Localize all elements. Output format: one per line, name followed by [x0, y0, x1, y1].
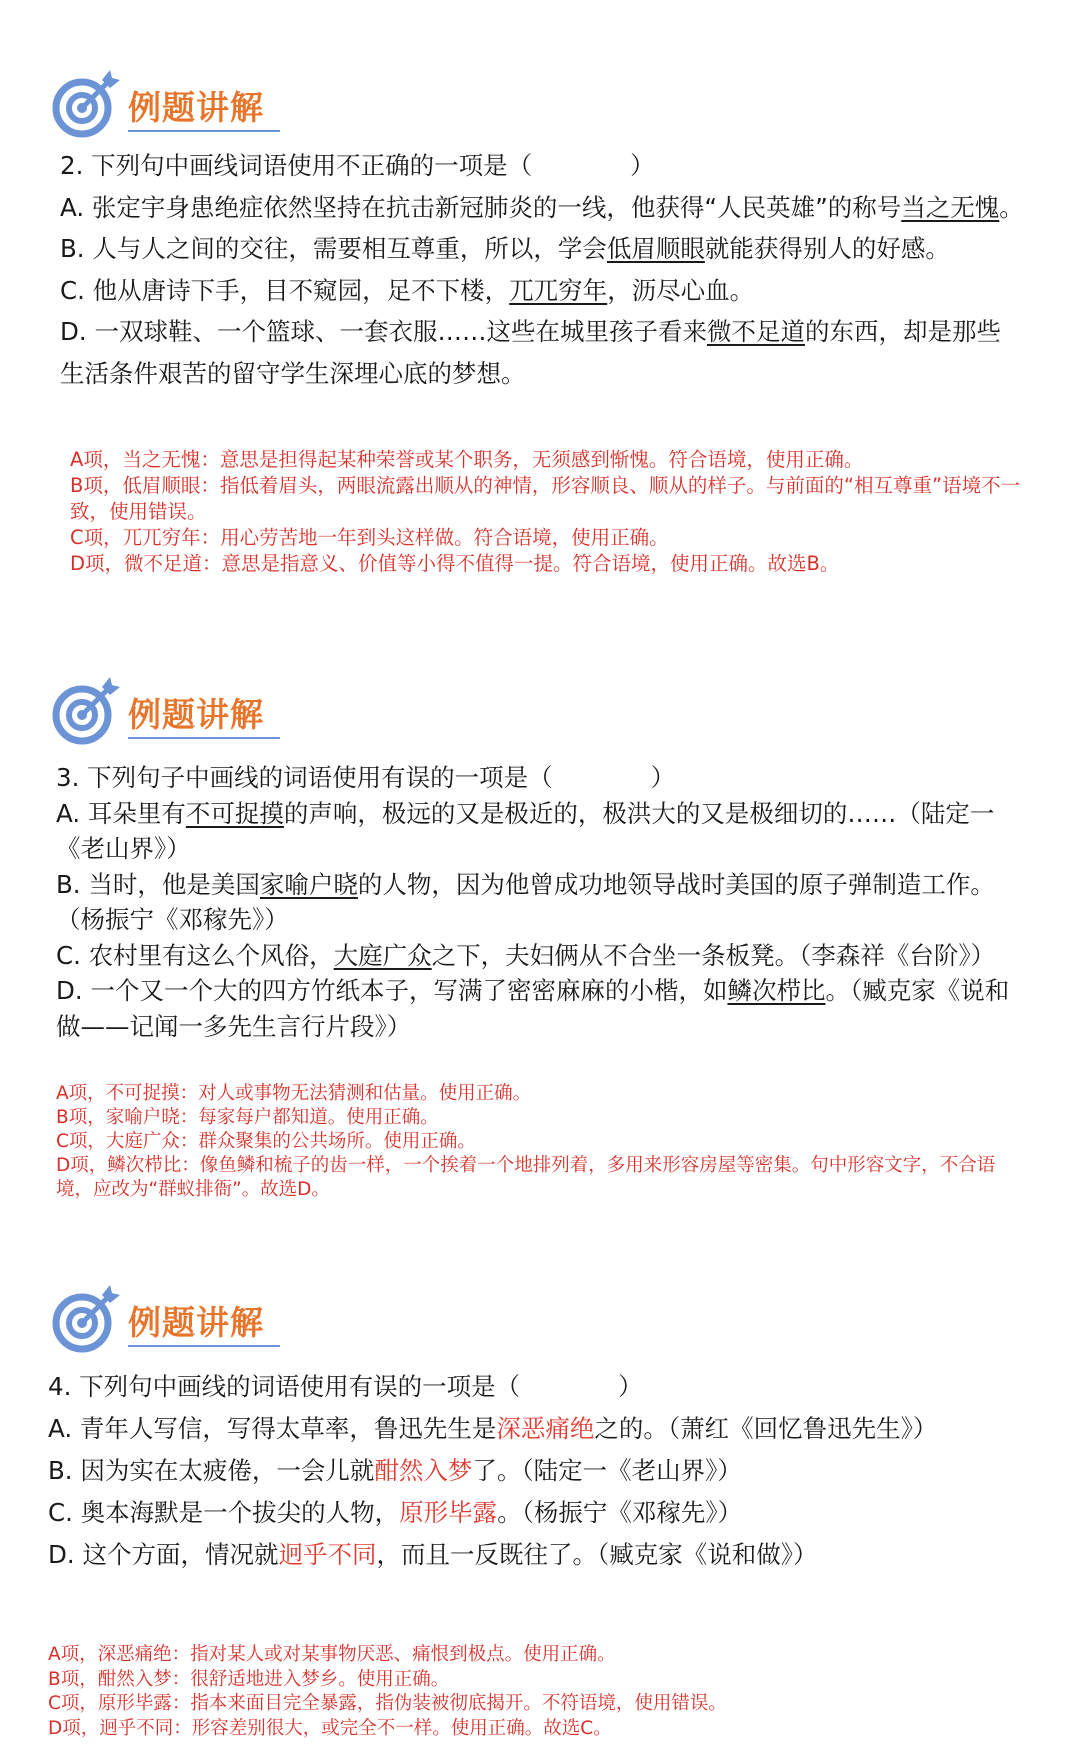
question-2 [60, 145, 1025, 394]
underlined-term: 大庭广众 [333, 940, 432, 970]
option-text: C. 农村里有这么个风俗， [56, 940, 334, 970]
answer-line: D项，鳞次栉比：像鱼鳞和梳子的齿一样，一个挨着一个地排列着，多用来形容房屋等密集。句中形容文字，不合语境，应改为“群蚁排衙”。故选D。 [56, 1155, 996, 1200]
option-text: B. 人与人之间的交往，需要相互尊重，所以，学会 [60, 234, 607, 263]
target-icon [50, 1283, 122, 1355]
question-stem: 4. 下列句中画线的词语使用有误的一项是（ ） [48, 1372, 643, 1401]
underlined-term: 不可捉摸 [185, 798, 284, 828]
answer-line: D项，微不足道：意思是指意义、价值等小得不值得一提。符合语境，使用正确。故选B。 [70, 552, 840, 575]
option-text: D. 一个又一个大的四方竹纸本子，写满了密密麻麻的小楷，如 [56, 976, 728, 1005]
question-3 [56, 760, 1026, 1044]
option-d [56, 973, 1026, 1044]
option-text: 。（杨振宁《邓稼先》） [497, 1498, 743, 1527]
underlined-term: 兀兀穷年 [509, 275, 608, 305]
underlined-term: 低眉顺眼 [606, 234, 705, 263]
option-text: C. 他从唐诗下手，目不窥园，足不下楼， [60, 275, 510, 305]
section-title: 例题讲解 [128, 88, 264, 127]
options [48, 1408, 968, 1576]
option-text: 就能获得别人的好感。 [704, 234, 950, 263]
highlighted-term: 深恶痛绝 [496, 1414, 595, 1443]
underlined-term: 当之无愧 [901, 192, 1000, 222]
option-b [60, 228, 1025, 270]
answer-line: B项，家喻户晓：每家每户都知道。使用正确。 [56, 1107, 439, 1128]
option-text: 的声响，极远的又是极近的，极洪大的又是极细切的……（陆定一《老山界》） [56, 798, 995, 863]
answer-line: B项，酣然入梦：很舒适地进入梦乡。使用正确。 [48, 1668, 450, 1690]
answer-line: C项，兀兀穷年：用心劳苦地一年到头这样做。符合语境，使用正确。 [70, 526, 669, 549]
option-a [48, 1408, 968, 1450]
option-d [60, 311, 1025, 394]
question-stem: 2. 下列句中画线词语使用不正确的一项是（ ） [60, 151, 655, 180]
option-b [48, 1450, 968, 1492]
section-title: 例题讲解 [128, 1303, 264, 1342]
section-title: 例题讲解 [128, 695, 264, 734]
answer-line: D项，迥乎不同：形容差别很大，或完全不一样。使用正确。故选C。 [48, 1717, 612, 1739]
option-c [60, 270, 1025, 312]
answer-line: B项，低眉顺眼：指低着眉头，两眼流露出顺从的神情，形容顺良、顺从的样子。与前面的“相互尊重”语境不一致，使用错误。 [70, 474, 1021, 523]
option-text: 的人物，因为他曾成功地领导战时美国的原子弹制造工作。（杨振宁《邓稼先》） [56, 869, 995, 934]
highlighted-term: 迥乎不同 [278, 1540, 377, 1569]
options [56, 796, 1026, 1045]
option-text: B. 因为实在太疲倦，一会儿就 [48, 1456, 375, 1485]
answer-line: C项，原形毕露：指本来面目完全暴露，指伪装被彻底揭开。不符语境，使用错误。 [48, 1693, 727, 1714]
option-text: A. 张定宇身患绝症依然坚持在抗击新冠肺炎的一线，他获得“人民英雄”的称号 [60, 192, 902, 222]
highlighted-term: 原形毕露 [399, 1498, 498, 1527]
answer-line: A项，当之无愧：意思是担得起某种荣誉或某个职务，无须感到惭愧。符合语境，使用正确。 [70, 448, 864, 471]
title-underline [128, 1345, 280, 1347]
option-text: A. 耳朵里有 [56, 798, 186, 828]
underlined-term: 微不足道 [706, 317, 805, 346]
answer-explanation [70, 447, 1030, 577]
option-a [60, 187, 1025, 229]
section-header [50, 675, 290, 755]
option-c [56, 938, 1026, 974]
option-text: 。 [999, 192, 1024, 222]
option-text: D. 一双球鞋、一个篮球、一套衣服……这些在城里孩子看来 [60, 317, 707, 346]
option-d [48, 1534, 968, 1576]
answer-line: A项，不可捉摸：对人或事物无法猜测和估量。使用正确。 [56, 1083, 532, 1104]
title-underline [128, 130, 280, 132]
option-text: B. 当时，他是美国 [56, 869, 260, 899]
answer-line: A项，深恶痛绝：指对某人或对某事物厌恶、痛恨到极点。使用正确。 [48, 1644, 616, 1665]
options [60, 187, 1025, 395]
target-icon [50, 675, 122, 747]
section-header [50, 1283, 290, 1363]
option-text: 之下，夫妇俩从不合坐一条板凳。（李森祥《台阶》） [431, 940, 996, 970]
option-text: 。（臧克家《说和做——记闻一多先生言行片段》） [56, 976, 1010, 1041]
answer-line: C项，大庭广众：群众聚集的公共场所。使用正确。 [56, 1131, 476, 1152]
option-text: ，沥尽心血。 [607, 275, 755, 305]
highlighted-term: 酣然入梦 [374, 1456, 473, 1485]
option-text: 之的。（萧红《回忆鲁迅先生》） [594, 1414, 938, 1443]
option-text: C. 奥本海默是一个拔尖的人物， [48, 1498, 400, 1527]
option-text: ，而且一反既往了。（臧克家《说和做》） [376, 1540, 818, 1569]
option-a [56, 796, 1026, 867]
question-stem: 3. 下列句子中画线的词语使用有误的一项是（ ） [56, 763, 676, 792]
option-text: A. 青年人写信，写得太草率，鲁迅先生是 [48, 1414, 497, 1443]
option-text: 的东西，却是那些生活条件艰苦的留守学生深埋心底的梦想。 [60, 317, 1001, 388]
option-text: 了。（陆定一《老山界》） [472, 1456, 742, 1485]
question-4 [48, 1366, 968, 1576]
option-b [56, 867, 1026, 938]
option-text: D. 这个方面，情况就 [48, 1540, 279, 1569]
underlined-term: 家喻户晓 [259, 869, 358, 899]
answer-explanation [48, 1643, 1018, 1741]
option-c [48, 1492, 968, 1534]
underlined-term: 鳞次栉比 [727, 976, 826, 1005]
title-underline [128, 737, 280, 739]
target-icon [50, 68, 122, 140]
answer-explanation [56, 1082, 1026, 1202]
section-header [50, 68, 290, 148]
